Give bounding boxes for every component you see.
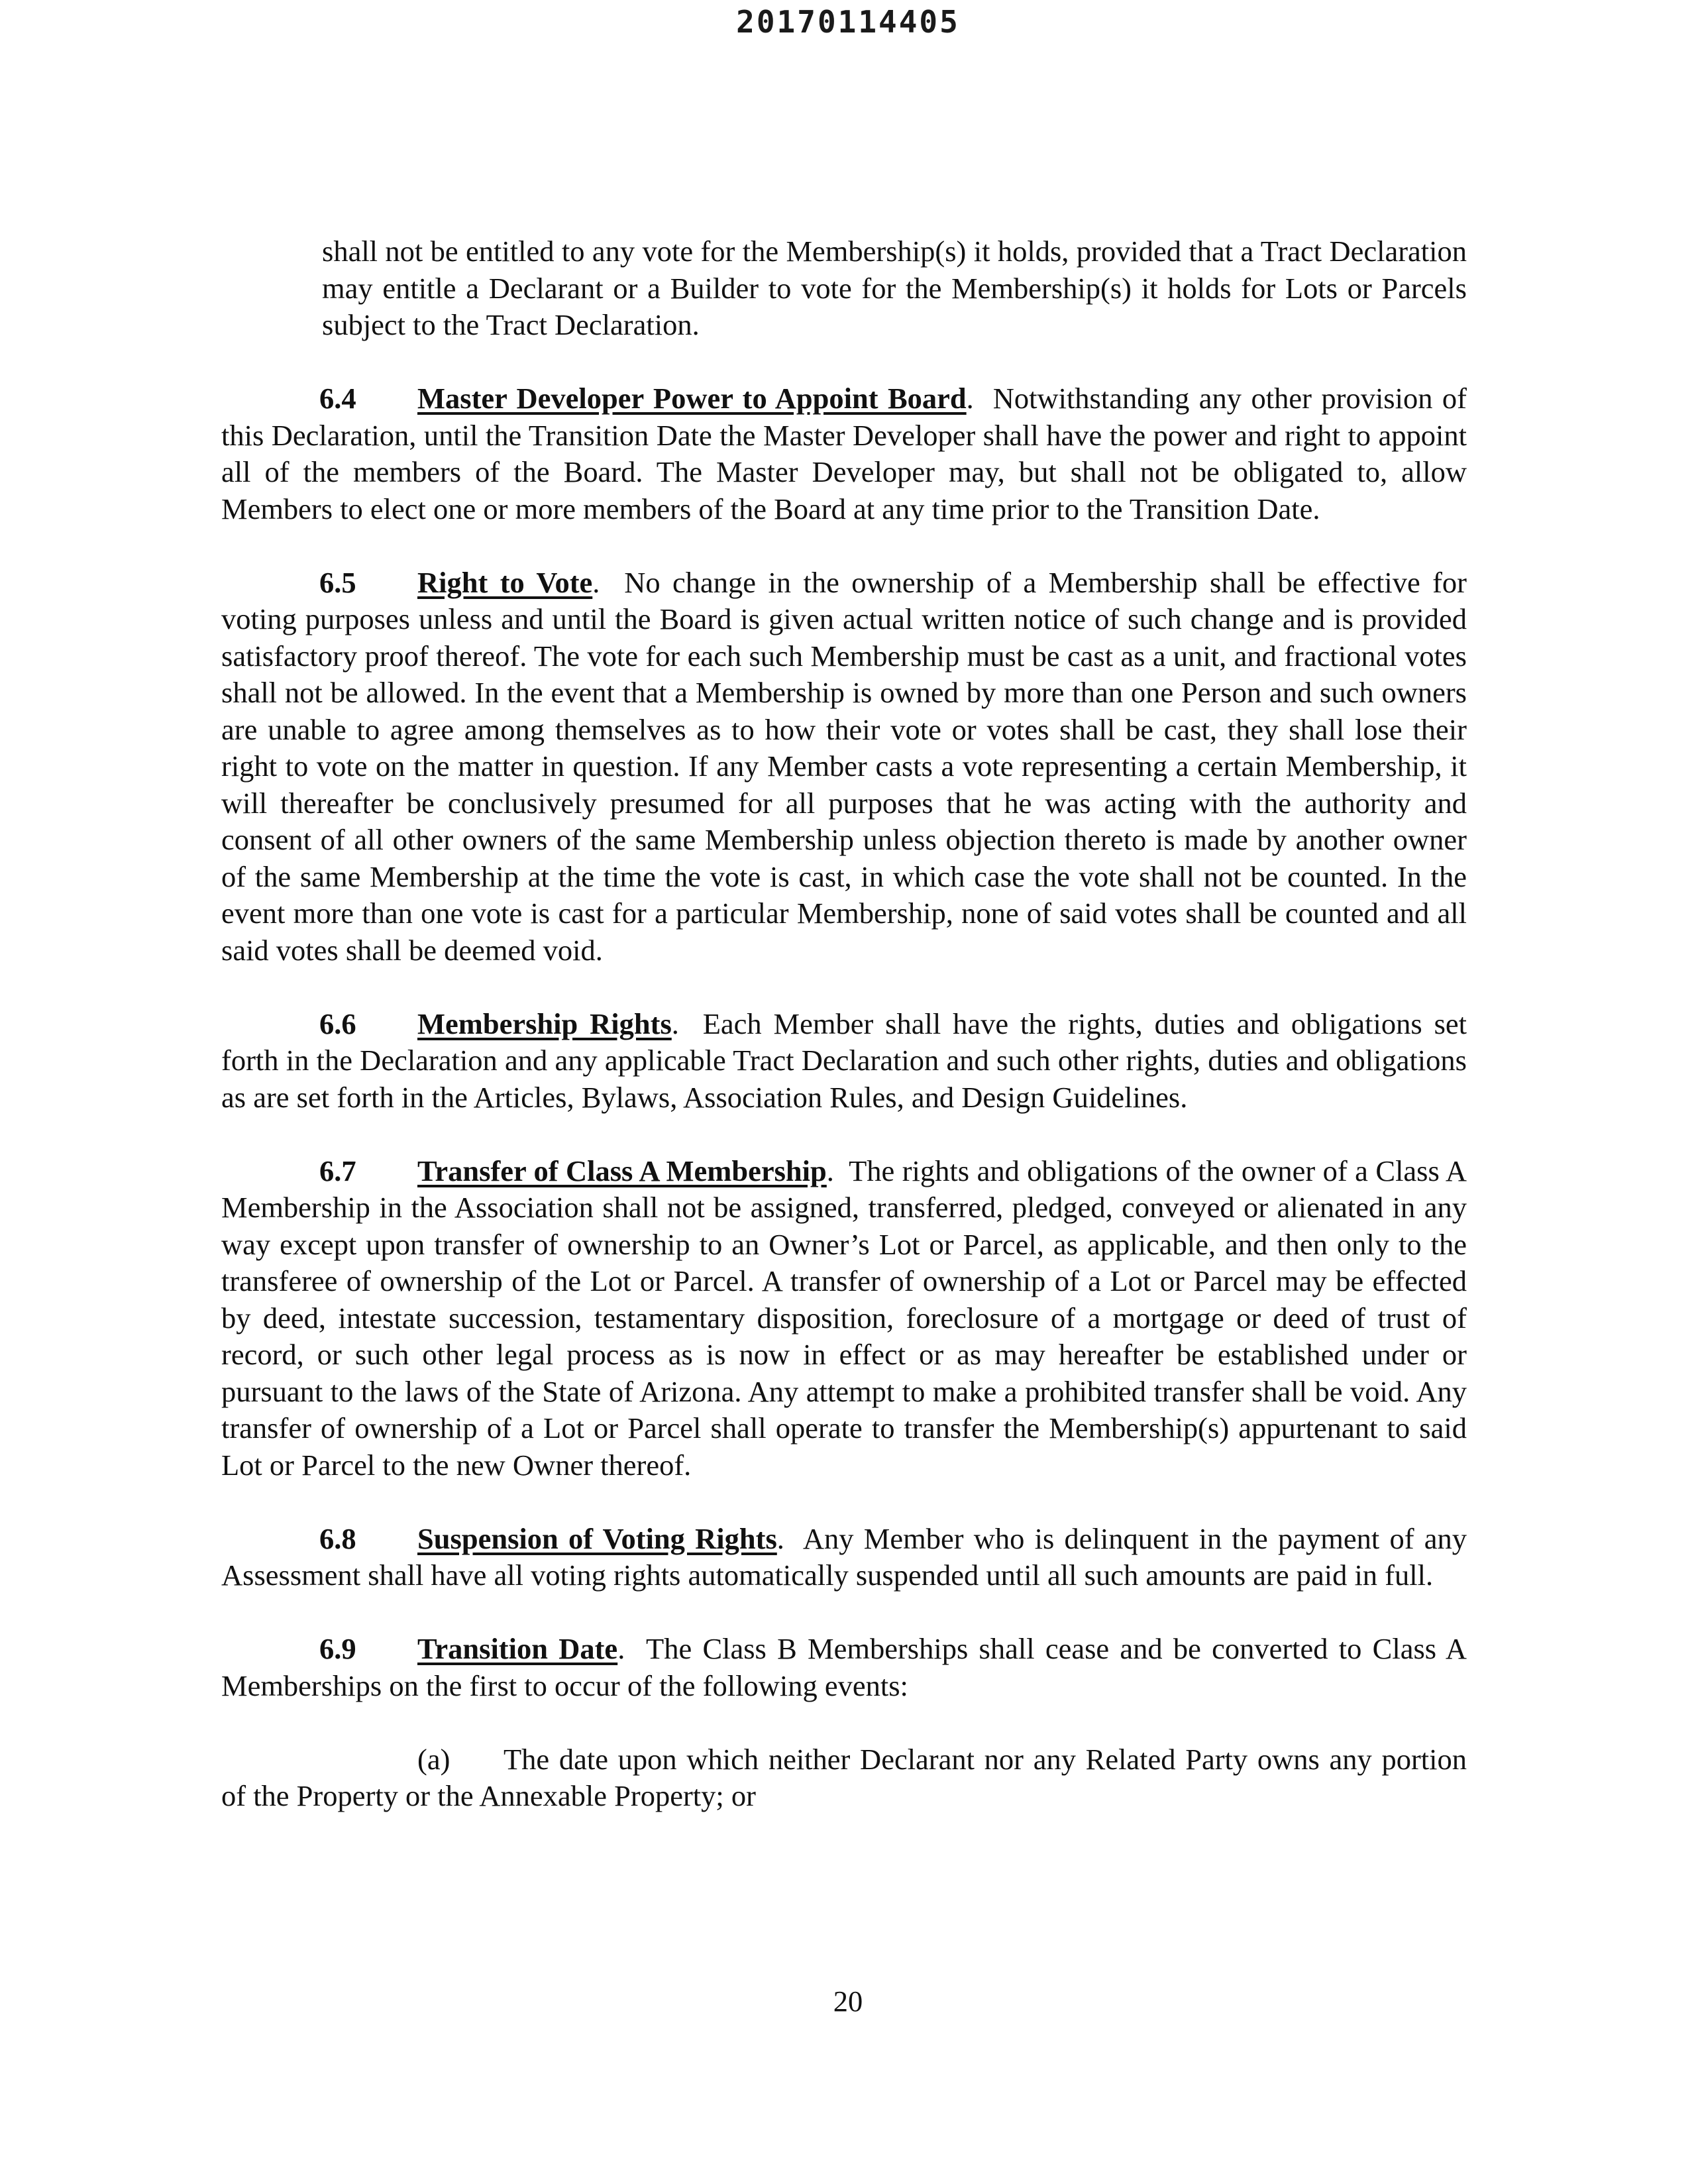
section-body: The Class B Memberships shall cease and be converted to Class A Memberships on the first to occur of the following events: [221,1632,1467,1702]
section-6-7: 6.7 Transfer of Class A Membership. The rights and obligations of the owner of a Class A Membership in the Association shall not be assigned, transferred, pledged, conveyed or alienated in any way except upon transfer of ownership to an Owner’s Lot or Parcel, as applicable, and then only to the transferee of ownership of the Lot or Parcel. A transfer of ownership of a Lot or Parcel may be effected by deed, intestate succession, testamentary disposition, foreclosure of a mortgage or deed of trust of record, or such other legal process as is now in effect or as may hereafter be established under or pursuant to the laws of the State of Arizona. Any attempt to make a prohibited transfer shall be void. Any transfer of ownership of a Lot or Parcel shall operate to transfer the Membership(s) appurtenant to said Lot or Parcel to the new Owner thereof. [221,1154,1467,1482]
section-number: 6.7 [319,1154,356,1187]
section-6-4: 6.4 Master Developer Power to Appoint Board. Notwithstanding any other provision of this Declaration, until the Transition Date the Master Developer shall have the power and right to appoint all of the members of the Board. The Master Developer may, but shall not be obligated to, allow Members to elect one or more members of the Board at any time prior to the Transition Date. [221,382,1467,525]
recording-number: 20170114405 [736,4,960,40]
section-body: The rights and obligations of the owner of a Class A Membership in the Association shall not be assigned, transferred, pledged, conveyed or alienated in any way except upon transfer of ownership to an Owner’s Lot or Parcel, as applicable, and then only to the transferee of ownership of the Lot or Parcel. A transfer of ownership of a Lot or Parcel may be effected by deed, intestate succession, testamentary disposition, foreclosure of a mortgage or deed of trust of record, or such other legal process as is now in effect or as may hereafter be established under or pursuant to the laws of the State of Arizona. Any attempt to make a prohibited transfer shall be void. Any transfer of ownership of a Lot or Parcel shall operate to transfer the Membership(s) appurtenant to said Lot or Parcel to the new Owner thereof. [221,1154,1467,1482]
continued-paragraph: shall not be entitled to any vote for the Membership(s) it holds, provided that a Tract Declaration may entitle a Declarant or a Builder to vote for the Membership(s) it holds for Lots or Parcels subject to the Tract Declaration. [322,235,1467,341]
section-number: 6.4 [319,382,356,415]
section-heading: Transition Date [417,1632,618,1665]
document-body [221,233,1467,1815]
section-heading: Suspension of Voting Rights [417,1521,777,1555]
subitem-a [221,1741,1467,1815]
section-6-8: 6.8 Suspension of Voting Rights. Any Member who is delinquent in the payment of any Assessment shall have all voting rights automatically suspended until all such amounts are paid in full. [221,1521,1467,1592]
section-heading: Transfer of Class A Membership [417,1154,827,1187]
section-6-9: 6.9 Transition Date. The Class B Memberships shall cease and be converted to Class A Memberships on the first to occur of the following events: [221,1632,1467,1702]
section-number: 6.5 [319,565,356,599]
section-6-6: 6.6 Membership Rights. Each Member shall have the rights, duties and obligations set forth in the Declaration and any applicable Tract Declaration and such other rights, duties and obligations as are set forth in the Articles, Bylaws, Association Rules, and Design Guidelines. [221,1007,1467,1114]
section-body: Each Member shall have the rights, duties and obligations set forth in the Declaration and any applicable Tract Declaration and such other rights, duties and obligations as are set forth in the Articles, Bylaws, Association Rules, and Design Guidelines. [221,1007,1467,1114]
subitem-label: (a) [417,1742,450,1776]
section-number: 6.6 [319,1007,356,1040]
section-heading: Right to Vote [417,565,593,599]
page-number: 20 [833,1985,863,2018]
section-heading: Master Developer Power to Appoint Board [417,382,967,415]
section-body: Any Member who is delinquent in the payment of any Assessment shall have all voting rights automatically suspended until all such amounts are paid in full. [221,1521,1467,1592]
section-6-5: 6.5 Right to Vote. No change in the ownership of a Membership shall be effective for voting purposes unless and until the Board is given actual written notice of such change and is provided satisfactory proof thereof. The vote for each such Membership must be cast as a unit, and fractional votes shall not be allowed. In the event that a Membership is owned by more than one Person and such owners are unable to agree among themselves as to how their vote or votes shall be cast, they shall lose their right to vote on the matter in question. If any Member casts a vote representing a certain Membership, it will thereafter be conclusively presumed for all purposes that he was acting with the authority and consent of all other owners of the same Membership unless objection thereto is made by another owner of the same Membership at the time the vote is cast, in which case the vote shall not be counted. In the event more than one vote is cast for a particular Membership, none of said votes shall be counted and all said votes shall be deemed void. [221,565,1467,967]
section-body: Notwithstanding any other provision of this Declaration, until the Transition Date the Master Developer shall have the power and right to appoint all of the members of the Board. The Master Developer may, but shall not be obligated to, allow Members to elect one or more members of the Board at any time prior to the Transition Date. [221,382,1467,525]
section-number: 6.9 [319,1632,356,1665]
section-body: No change in the ownership of a Membership shall be effective for voting purposes unless and until the Board is given actual written notice of such change and is provided satisfactory proof thereof. The vote for each such Membership must be cast as a unit, and fractional votes shall not be allowed. In the event that a Membership is owned by more than one Person and such owners are unable to agree among themselves as to how their vote or votes shall be cast, they shall lose their right to vote on the matter in question. If any Member casts a vote representing a certain Membership, it will thereafter be conclusively presumed for all purposes that he was acting with the authority and consent of all other owners of the same Membership unless objection thereto is made by another owner of the same Membership at the time the vote is cast, in which case the vote shall not be counted. In the event more than one vote is cast for a particular Membership, none of said votes shall be counted and all said votes shall be deemed void. [221,565,1467,967]
section-number: 6.8 [319,1521,356,1555]
section-heading: Membership Rights [417,1007,672,1040]
subitem-body: The date upon which neither Declarant nor any Related Party owns any portion of the Property or the Annexable Property; or [221,1742,1467,1812]
